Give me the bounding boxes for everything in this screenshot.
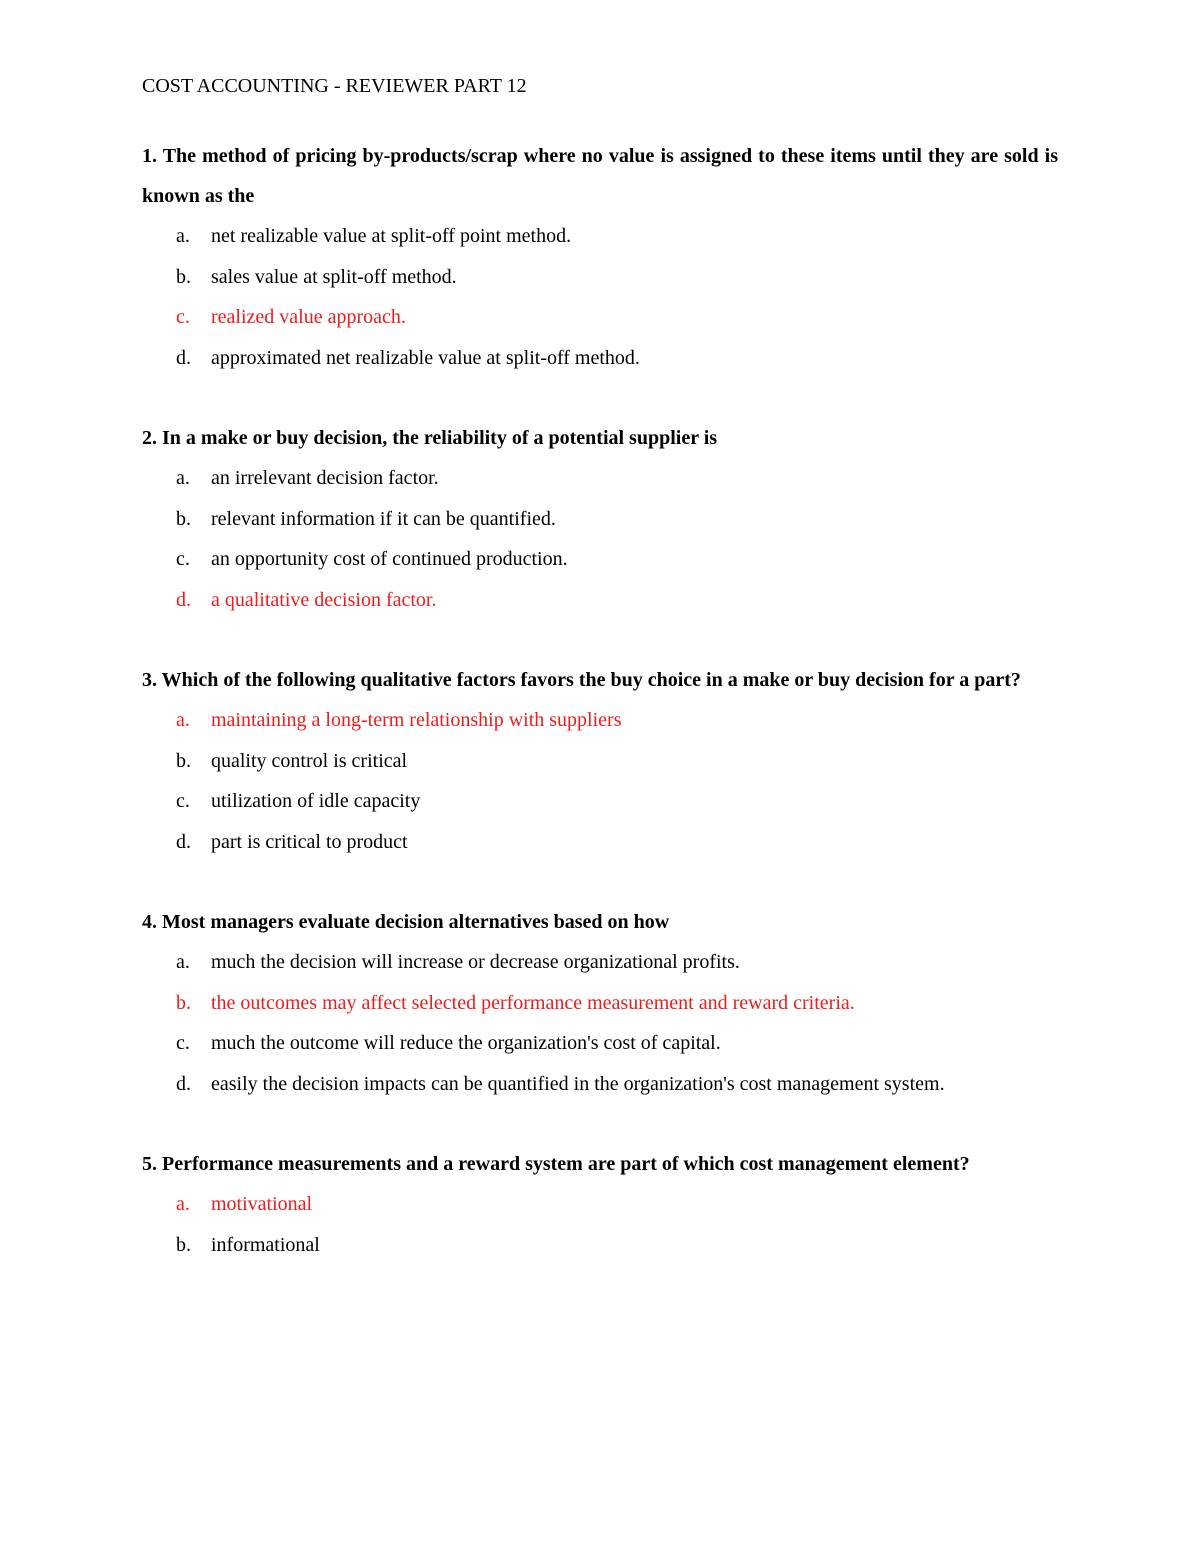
option-letter: a. bbox=[176, 1193, 190, 1215]
option-text: the outcomes may affect selected performance measurement and reward criteria. bbox=[211, 991, 855, 1014]
question-5 bbox=[142, 1144, 1058, 1265]
question-prompt: In a make or buy decision, the reliability of a potential supplier is bbox=[162, 427, 718, 449]
option-d bbox=[142, 1064, 1058, 1105]
option-c bbox=[142, 1023, 1058, 1064]
question-text bbox=[142, 136, 1058, 216]
option-letter: a. bbox=[176, 951, 190, 973]
option-d bbox=[142, 822, 1058, 863]
option-text: part is critical to product bbox=[211, 830, 408, 853]
option-a bbox=[142, 216, 1058, 257]
option-letter: b. bbox=[176, 1233, 191, 1256]
question-prompt: Most managers evaluate decision alternatives based on how bbox=[162, 911, 670, 933]
option-letter: c. bbox=[176, 1032, 190, 1054]
option-list bbox=[142, 942, 1058, 1104]
question-text bbox=[142, 660, 1058, 700]
option-c bbox=[142, 539, 1058, 580]
option-text: approximated net realizable value at split-off method. bbox=[211, 346, 640, 369]
option-text: an irrelevant decision factor. bbox=[211, 467, 439, 489]
option-a bbox=[142, 700, 1058, 741]
option-b bbox=[142, 1225, 1058, 1266]
question-prompt: Performance measurements and a reward system are part of which cost management element? bbox=[162, 1153, 970, 1175]
option-a bbox=[142, 942, 1058, 983]
option-text: maintaining a long-term relationship with suppliers bbox=[211, 709, 622, 731]
option-text: an opportunity cost of continued production. bbox=[211, 548, 568, 570]
question-prompt: The method of pricing by-products/scrap where no value is assigned to these items until they are sold is known as the bbox=[142, 145, 1058, 207]
question-number: 2. bbox=[142, 427, 157, 449]
question-number: 3. bbox=[142, 669, 157, 691]
option-text: utilization of idle capacity bbox=[211, 790, 421, 812]
option-text: informational bbox=[211, 1233, 320, 1256]
option-letter: d. bbox=[176, 830, 191, 853]
option-text: realized value approach. bbox=[211, 306, 406, 328]
option-text: much the outcome will reduce the organization's cost of capital. bbox=[211, 1032, 721, 1054]
question-prompt: Which of the following qualitative factors favors the buy choice in a make or buy decision for a part? bbox=[161, 669, 1021, 691]
option-d bbox=[142, 338, 1058, 379]
option-text: sales value at split-off method. bbox=[211, 265, 457, 288]
option-letter: b. bbox=[176, 991, 191, 1014]
option-letter: b. bbox=[176, 265, 191, 288]
option-list bbox=[142, 700, 1058, 862]
option-text: much the decision will increase or decrease organizational profits. bbox=[211, 951, 740, 973]
question-4 bbox=[142, 902, 1058, 1104]
option-b bbox=[142, 983, 1058, 1024]
option-text: motivational bbox=[211, 1193, 313, 1215]
option-letter: a. bbox=[176, 467, 190, 489]
question-text bbox=[142, 1144, 1058, 1184]
option-b bbox=[142, 741, 1058, 782]
option-b bbox=[142, 257, 1058, 298]
option-text: quality control is critical bbox=[211, 749, 408, 772]
document-title: COST ACCOUNTING - REVIEWER PART 12 bbox=[142, 75, 527, 97]
option-b bbox=[142, 499, 1058, 540]
option-letter: c. bbox=[176, 548, 190, 570]
option-letter: b. bbox=[176, 507, 191, 530]
question-number: 4. bbox=[142, 911, 157, 933]
question-number: 1. bbox=[142, 145, 157, 167]
option-letter: a. bbox=[176, 709, 190, 731]
option-d bbox=[142, 580, 1058, 621]
option-a bbox=[142, 1184, 1058, 1225]
question-2 bbox=[142, 418, 1058, 620]
option-c bbox=[142, 297, 1058, 338]
option-list bbox=[142, 1184, 1058, 1265]
option-text: relevant information if it can be quantified. bbox=[211, 507, 556, 530]
question-text bbox=[142, 418, 1058, 458]
option-list bbox=[142, 458, 1058, 620]
option-letter: b. bbox=[176, 749, 191, 772]
document-page bbox=[142, 66, 1058, 1305]
option-text: a qualitative decision factor. bbox=[211, 588, 437, 611]
question-3 bbox=[142, 660, 1058, 862]
option-letter: d. bbox=[176, 346, 191, 369]
option-a bbox=[142, 458, 1058, 499]
question-text bbox=[142, 902, 1058, 942]
option-list bbox=[142, 216, 1058, 378]
option-c bbox=[142, 781, 1058, 822]
option-letter: d. bbox=[176, 1072, 191, 1095]
question-list bbox=[142, 136, 1058, 1265]
option-text: easily the decision impacts can be quantified in the organization's cost management system. bbox=[211, 1072, 945, 1095]
option-letter: a. bbox=[176, 225, 190, 247]
question-1 bbox=[142, 136, 1058, 378]
question-number: 5. bbox=[142, 1153, 157, 1175]
option-letter: d. bbox=[176, 588, 191, 611]
option-letter: c. bbox=[176, 790, 190, 812]
option-text: net realizable value at split-off point method. bbox=[211, 225, 572, 247]
option-letter: c. bbox=[176, 306, 190, 328]
